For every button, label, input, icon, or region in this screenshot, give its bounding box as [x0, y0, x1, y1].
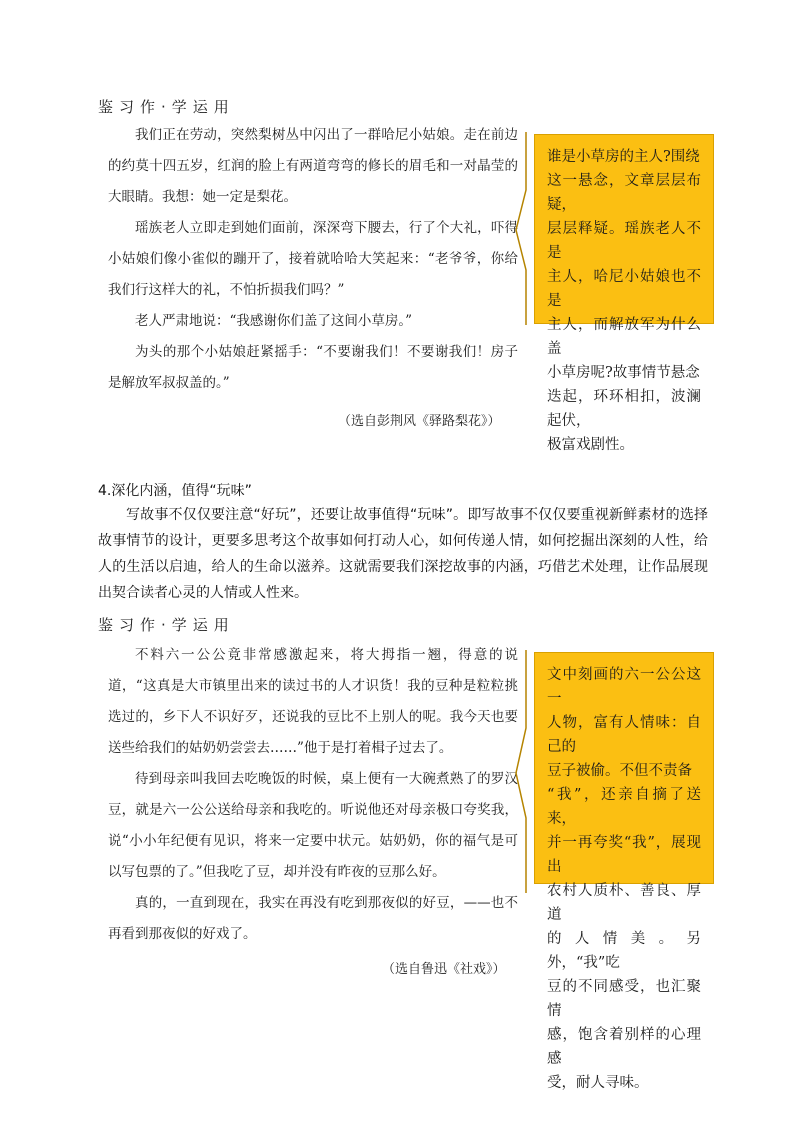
callout-line: 主人，而解放军为什么盖	[547, 317, 701, 357]
callout-line: 农村人质朴、善良、厚道	[547, 883, 701, 923]
body-paragraph	[98, 502, 708, 606]
callout-box-2	[534, 652, 714, 1091]
callout-line: 的人情美。另外，“我”吃	[547, 931, 701, 971]
callout-line: 主人，哈尼小姑娘也不是	[547, 269, 701, 309]
body-paragraph-text: 写故事不仅仅要注意“好玩”，还要让故事值得“玩味”。即写故事不仅仅要重视新鲜素材的选择故事情节的设计，更要多思考这个故事如何打动人心，如何传递人情，如何挖掘出深刻的人性，给人的生活以启迪，给人的生命以滋养。这就需要我们深挖故事的内涵，巧借艺术处理，让作品展现出契合读者心灵的人情或人性来。	[98, 507, 708, 601]
callout-line: 豆子被偷。不但不责备	[547, 763, 692, 779]
callout-line: 受，耐人寻味。	[547, 1075, 649, 1091]
callout-line: 小草房呢?故事情节悬念	[547, 365, 700, 381]
callout-line: 文中刻画的六一公公这一	[547, 667, 701, 707]
callout-line: 人物，富有人情味：自己的	[547, 715, 701, 755]
excerpt-2-source: （选自鲁迅《社戏》）	[382, 962, 506, 977]
callout-line: 感，饱含着别样的心理感	[547, 1027, 701, 1067]
callout-line: 层层释疑。瑶族老人不是	[547, 221, 701, 261]
callout-line: 并一再夸奖“我”，展现出	[547, 835, 701, 875]
excerpt-1	[108, 120, 518, 399]
section-label-2: 鉴习作·学运用	[98, 616, 235, 634]
callout-line: 豆的不同感受，也汇聚情	[547, 979, 701, 1019]
excerpt-1-paragraph: 我们正在劳动，突然梨树丛中闪出了一群哈尼小姑娘。走在前边的约莫十四五岁，红润的脸上有两道弯弯的修长的眉毛和一对晶莹的大眼睛。我想：她一定是梨花。	[108, 127, 518, 205]
section-heading-4: 4.深化内涵，值得“玩味”	[98, 483, 252, 499]
excerpt-1-source: （选自彭荆风《驿路梨花》）	[338, 414, 501, 429]
excerpt-2-paragraph: 待到母亲叫我回去吃晚饭的时候，桌上便有一大碗煮熟了的罗汉豆，就是六一公公送给母亲和我吃的。听说他还对母亲极口夸奖我，说“小小年纪便有见识，将来一定要中状元。姑奶奶，你的福气是可以写包票的了。”但我吃了豆，却并没有昨夜的豆那么好。	[108, 771, 518, 880]
callout-line: 这一悬念，文章层层布疑，	[547, 173, 701, 213]
excerpt-2-paragraph: 真的，一直到现在，我实在再没有吃到那夜似的好豆，——也不再看到那夜似的好戏了。	[108, 895, 518, 942]
callout-connector-1	[512, 130, 532, 330]
section-label-1: 鉴习作·学运用	[98, 98, 235, 116]
callout-line: “我”，还亲自摘了送来，	[547, 787, 701, 827]
callout-box-1	[534, 134, 714, 453]
excerpt-1-paragraph: 为头的那个小姑娘赶紧摇手：“不要谢我们！不要谢我们！房子是解放军叔叔盖的。”	[108, 344, 518, 391]
excerpt-1-paragraph: 瑶族老人立即走到她们面前，深深弯下腰去，行了个大礼，吓得小姑娘们像小雀似的蹦开了，接着就哈哈大笑起来：“老爷爷，你给我们行这样大的礼，不怕折损我们吗？”	[108, 220, 518, 298]
excerpt-1-paragraph: 老人严肃地说：“我感谢你们盖了这间小草房。”	[135, 313, 413, 329]
excerpt-2	[108, 640, 518, 950]
callout-line: 极富戏剧性。	[547, 437, 634, 453]
callout-line: 谁是小草房的主人?围绕	[547, 149, 700, 165]
excerpt-2-paragraph: 不料六一公公竟非常感激起来，将大拇指一翘，得意的说道，“这真是大市镇里出来的读过书的人才识货！我的豆种是粒粒挑选过的，乡下人不识好歹，还说我的豆比不上别人的呢。我今天也要送些给我们的姑奶奶尝尝去……”他于是打着楫子过去了。	[108, 647, 518, 756]
callout-line: 迭起，环环相扣，波澜起伏，	[547, 389, 701, 429]
callout-connector-2	[512, 648, 532, 898]
